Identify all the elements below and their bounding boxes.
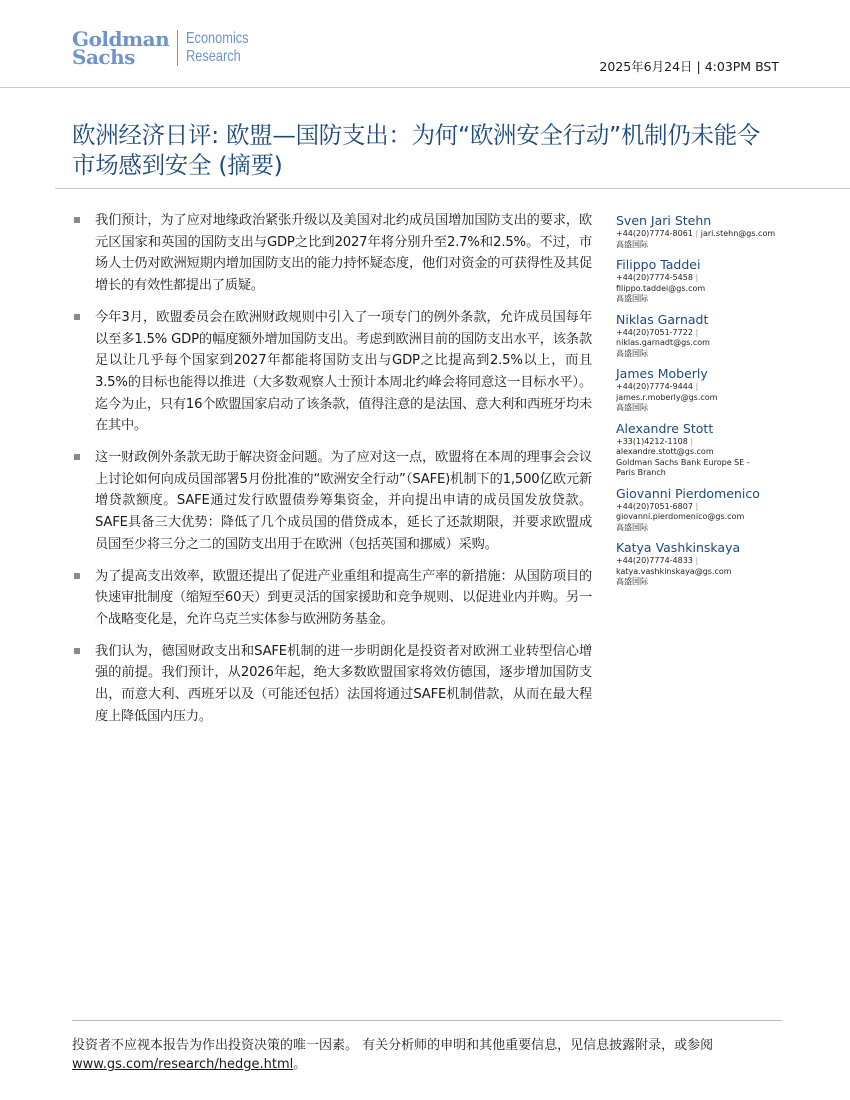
author-phone: +44(20)7051-7722 | [616,327,699,337]
disclaimer-text: 投资者不应视本报告为作出投资决策的唯一因素。 有关分析师的申明和其他重要信息，见信息披露附录，或参阅 [72,1038,714,1053]
disclaimer [72,1036,782,1074]
bullet-item [72,210,592,297]
author-list [616,213,786,595]
author-org: 高盛国际 [616,294,648,303]
author-phone: +33(1)4212-1108 | [616,436,694,446]
footer-divider [72,1020,782,1021]
summary-bullets [72,210,592,737]
author-card [616,486,786,534]
bullet-square-icon [74,648,80,654]
bullet-square-icon [74,217,80,223]
logo-wordmark [72,27,170,69]
logo-line-2: Sachs [72,45,135,69]
author-org: 高盛国际 [616,239,648,249]
author-phone: +44(20)7051-6807 | [616,501,699,511]
bullet-text: 我们认为，德国财政支出和SAFE机制的进一步明朗化是投资者对欧洲工业转型信心增强的前提。我们预计，从2026年起，绝大多数欧盟国家将效仿德国，逐步增加国防支出，而意大利、西班牙以及（可能还包括）法国将通过SAFE机制借款，从而在最大程度上降低国内压力。 [95,643,592,724]
author-phone: +44(20)7774-5458 | [616,273,699,282]
bullet-text: 这一财政例外条款无助于解决资金问题。为了应对这一点，欧盟将在本周的理事会会议上讨论如何向成员国部署5月份批准的“欧洲安全行动”（SAFE)机制下的1,500亿欧元新增贷款额度。SAFE通过发行欧盟债券筹集资金，并向提出申请的成员国发放贷款。SAFE具备三大优势：降低了几个成员国的借贷成本，延长了还款期限，并要求欧盟成员国至少将三分之二的国防支出用于在欧洲（包括英国和挪威）采购。 [95,450,592,552]
bullet-text: 我们预计，为了应对地缘政治紧张升级以及美国对北约成员国增加国防支出的要求，欧元区国家和英国的国防支出与GDP之比到2027年将分别升至2.7%和2.5%。不过，市场人士仍对欧洲短期内增加国防支出的能力持怀疑态度，他们对资金的可获得性及其促增长的有效性都提出了质疑。 [95,213,592,294]
author-phone-value: +44(20)7774-9444 [616,382,693,391]
logo-line-1: Goldman [72,27,170,51]
author-phone-value: +44(20)7051-7722 [616,327,693,337]
author-name: Filippo Taddei [616,257,701,272]
logo-sub-1: Economics [186,30,249,47]
author-phone-value: +44(20)7051-6807 [616,501,693,511]
author-email[interactable]: jari.stehn@gs.com [700,229,776,238]
logo-divider [177,30,178,66]
author-name: Katya Vashkinskaya [616,540,741,555]
author-phone: +44(20)7774-4833 | [616,556,699,565]
author-name: Sven Jari Stehn [616,213,712,228]
author-email[interactable]: katya.vashkinskaya@gs.com [616,566,732,576]
author-name: James Moberly [616,366,708,381]
author-card [616,257,786,305]
bullet-item [72,566,592,631]
author-contact: +44(20)7774-8061 | jari.stehn@gs.com [616,229,776,238]
author-org: 高盛国际 [616,522,648,532]
bullet-item [72,641,592,728]
bullet-square-icon [74,314,80,320]
logo-sub-2: Research [186,48,241,65]
author-org: 高盛国际 [616,348,648,358]
author-name: Niklas Garnadt [616,311,709,327]
author-card [616,312,786,360]
disclosure-link[interactable]: www.gs.com/research/hedge.html [72,1057,294,1072]
author-phone-value: +44(20)7774-5458 [616,273,693,282]
bullet-square-icon [74,454,80,460]
author-card [616,540,786,588]
disclaimer-end: 。 [293,1057,307,1072]
author-phone: +44(20)7774-8061 [616,229,693,238]
author-org: 高盛国际 [616,577,648,586]
author-card [616,213,786,250]
author-phone-value: +44(20)7774-4833 [616,556,693,565]
author-org: Goldman Sachs Bank Europe SE - [616,457,750,467]
author-card [616,366,786,414]
author-phone-value: +33(1)4212-1108 [616,436,688,446]
header-divider [0,87,850,88]
author-email[interactable]: filippo.taddei@gs.com [616,283,706,293]
bullet-square-icon [74,573,80,579]
author-email[interactable]: niklas.garnadt@gs.com [616,338,710,347]
author-email[interactable]: james.r.moberly@gs.com [616,392,718,402]
bullet-text: 今年3月，欧盟委员会在欧洲财政规则中引入了一项专门的例外条款，允许成员国每年以至多1.5% GDP的幅度额外增加国防支出。考虑到欧洲目前的国防支出水平，该条款足以让几乎每个国家到2027年都能将国防支出与GDP之比提高到2.5%以上，而且3.5%的目标也能得以推进（大多数观察人士预计本周北约峰会将同意这一目标水平）。迄今为止，只有16个欧盟国家启动了该条款，值得注意的是法国、意大利和西班牙均未在其中。 [95,309,592,434]
bullet-item [72,447,592,556]
author-name: Giovanni Pierdomenico [616,485,760,501]
report-title: 欧洲经济日评: 欧盟—国防支出：为何“欧洲安全行动”机制仍未能令市场感到安全 (摘要) [72,121,761,179]
author-org: 高盛国际 [616,403,648,412]
author-name: Alexandre Stott [616,420,714,436]
author-card [616,421,786,479]
report-date: 2025年6月24日 | 4:03PM BST [599,59,779,74]
author-phone: +44(20)7774-9444 | [616,382,699,391]
author-email[interactable]: giovanni.pierdomenico@gs.com [616,512,745,521]
goldman-sachs-logo [72,27,264,69]
title-divider [55,188,850,189]
author-email[interactable]: alexandre.stott@gs.com [616,447,714,456]
author-org-line-2: Paris Branch [616,468,666,477]
bullet-item [72,307,592,437]
logo-subtitle [186,30,249,66]
bullet-text: 为了提高支出效率，欧盟还提出了促进产业重组和提高生产率的新措施：从国防项目的快速审批制度（缩短至60天）到更灵活的国家援助和竞争规则、以促进业内并购。另一个战略变化是，允许乌克兰实体参与欧洲防务基金。 [95,568,592,627]
